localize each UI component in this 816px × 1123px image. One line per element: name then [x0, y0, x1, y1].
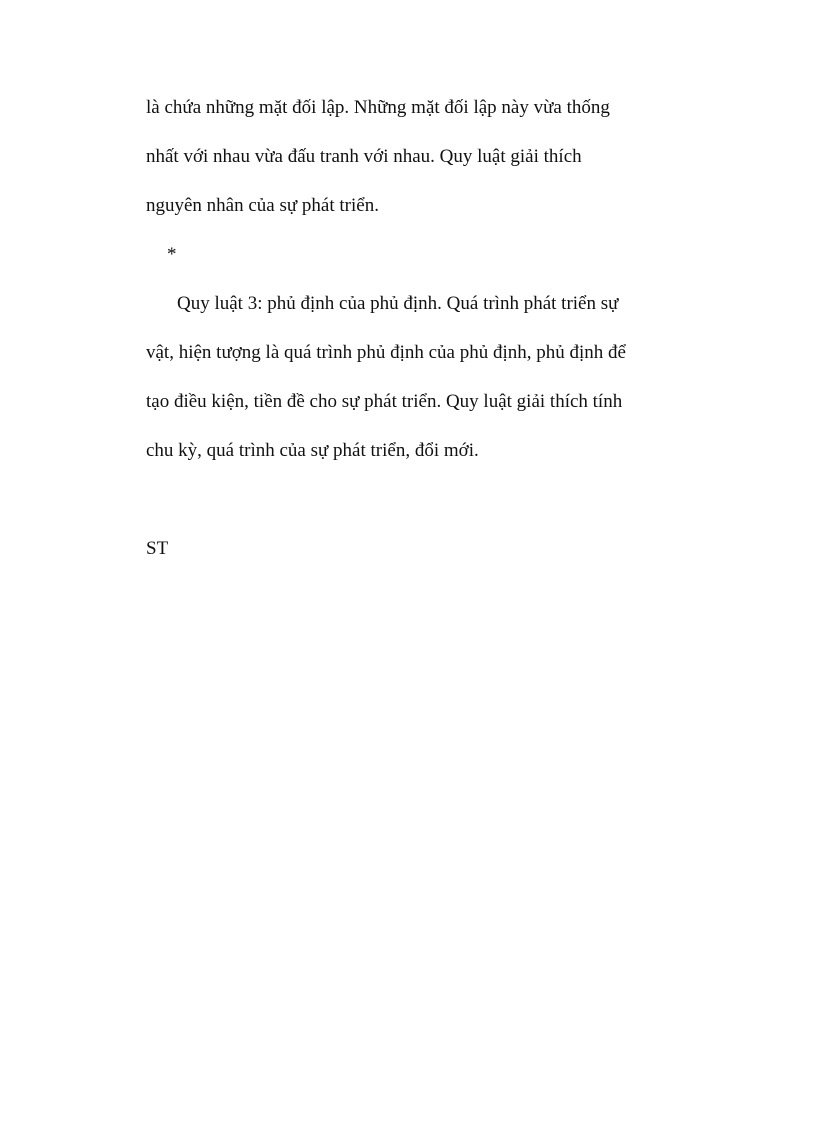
signature: ST [146, 538, 169, 559]
paragraph-2-line-3: tạo điều kiện, tiền đề cho sự phát triển. Quy luật giải thích tính [146, 391, 623, 412]
paragraph-1-line-2: nhất với nhau vừa đấu tranh với nhau. Quy luật giải thích [146, 146, 582, 167]
paragraph-2-line-1: Quy luật 3: phủ định của phủ định. Quá trình phát triển sự [177, 293, 619, 314]
paragraph-1-line-1: là chứa những mặt đối lập. Những mặt đối lập này vừa thống [146, 97, 610, 118]
paragraph-1-line-3: nguyên nhân của sự phát triển. [146, 195, 379, 216]
bullet-marker: * [167, 244, 177, 265]
paragraph-2-line-4: chu kỳ, quá trình của sự phát triển, đổi mới. [146, 440, 479, 461]
paragraph-2-line-2: vật, hiện tượng là quá trình phủ định của phủ định, phủ định để [146, 342, 626, 363]
